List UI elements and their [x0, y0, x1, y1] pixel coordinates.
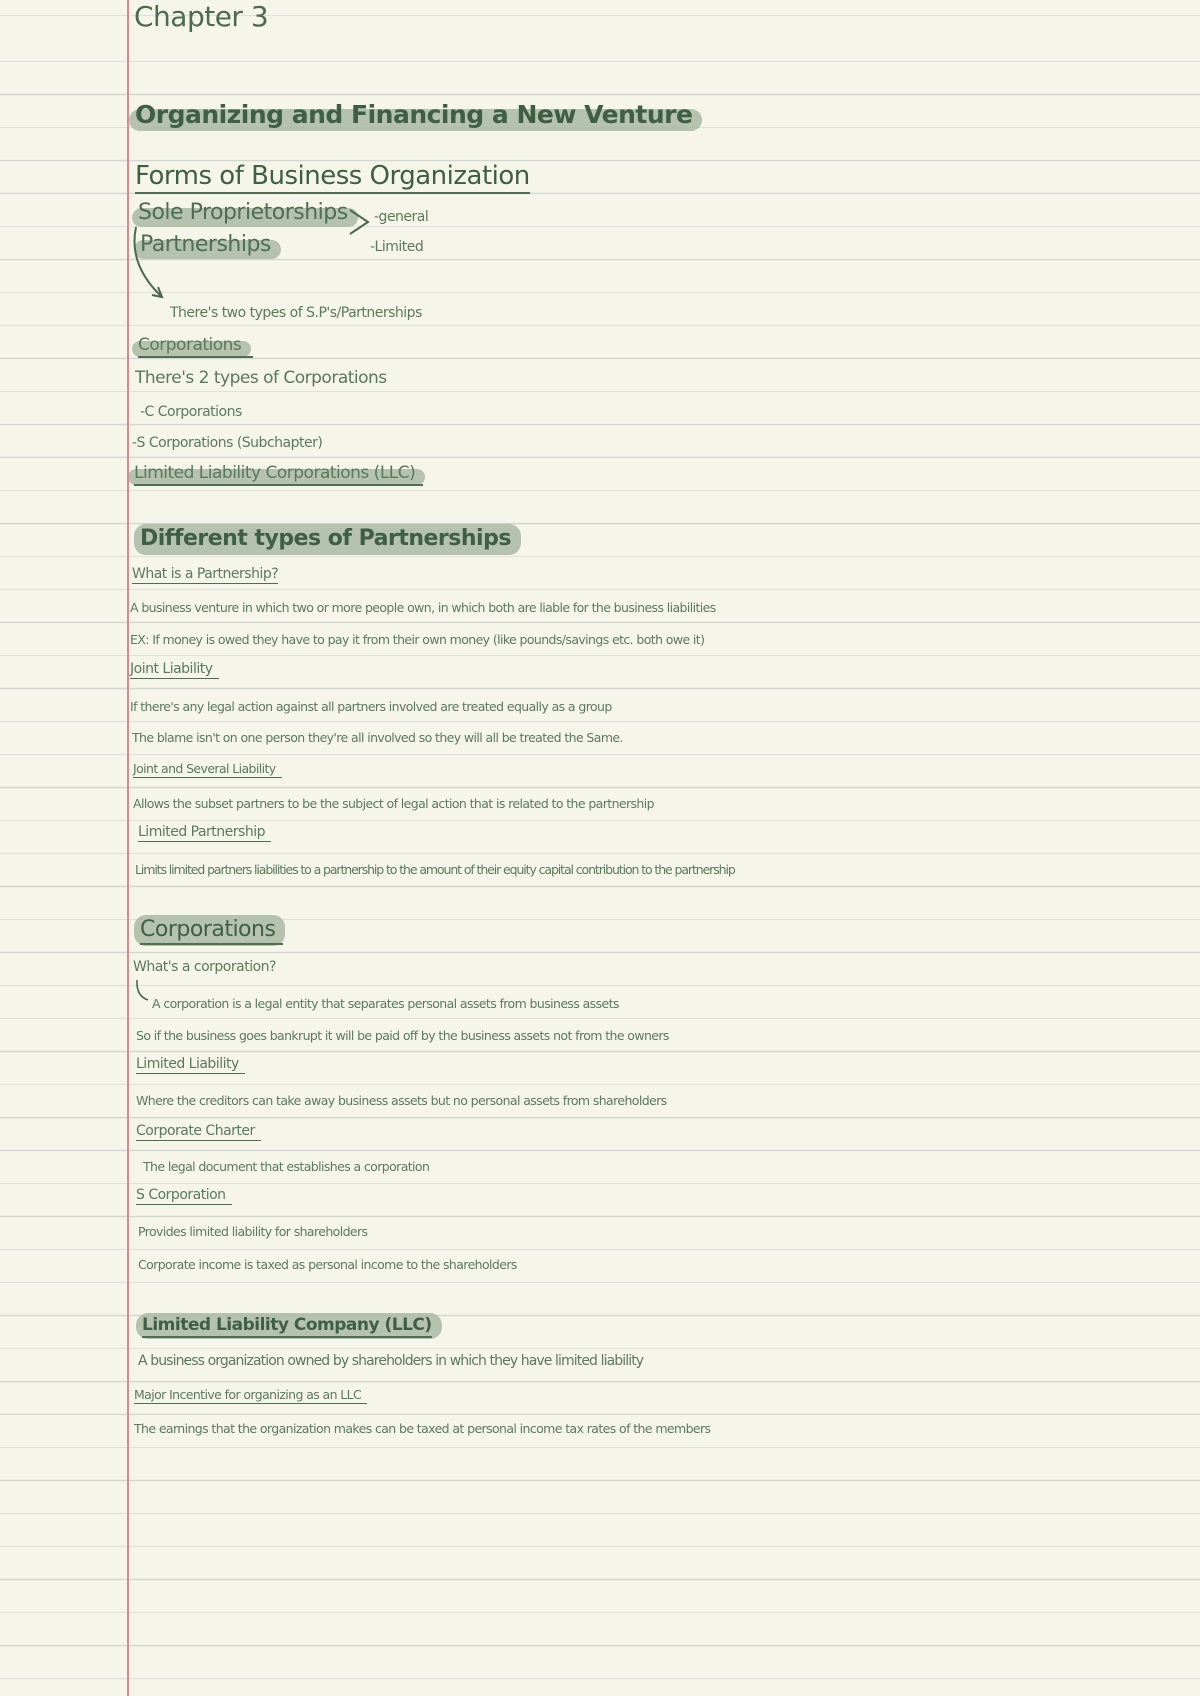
corporations-sub-text: Corporations	[138, 335, 242, 355]
sole-prop-text: Sole Proprietorships	[138, 200, 348, 225]
llc-line	[134, 464, 423, 486]
corp-example: So if the business goes bankrupt it will be paid off by the business assets not from the owners	[136, 1028, 669, 1043]
chapter-label: Chapter 3	[134, 0, 269, 33]
s-corp-definition-2: Corporate income is taxed as personal income to the shareholders	[138, 1257, 517, 1272]
partnership-types-text: Different types of Partnerships	[140, 526, 511, 551]
partnership-definition: A business venture in which two or more people own, in which both are liable for the business liabilities	[130, 600, 716, 615]
llc-line-text: Limited Liability Corporations (LLC)	[134, 463, 416, 483]
corporations-heading-text: Corporations	[140, 917, 276, 942]
s-corporation-term: S Corporation	[136, 1188, 232, 1205]
section-heading-llc	[142, 1316, 432, 1338]
limited-liability-term: Limited Liability	[136, 1057, 245, 1074]
subheading-corporations	[138, 336, 253, 358]
corp-types-line: There's 2 types of Corporations	[135, 368, 387, 388]
llc-incentive-term: Major Incentive for organizing as an LLC	[134, 1388, 367, 1404]
llc-heading-text: Limited Liability Company (LLC)	[142, 1315, 432, 1335]
branch-general: -general	[374, 209, 429, 225]
partnership-example: EX: If money is owed they have to pay it from their own money (like pounds/savings etc. both owe it)	[130, 632, 705, 647]
limited-partnership-definition: Limits limited partners liabilities to a partnership to the amount of their equity capital contribution to the partnership	[135, 862, 735, 877]
hook-arrow-icon	[134, 978, 154, 1008]
limited-partnership-term: Limited Partnership	[138, 825, 271, 842]
c-corp-line: -C Corporations	[140, 404, 242, 420]
s-corp-line: -S Corporations (Subchapter)	[132, 435, 323, 451]
subheading-sole-proprietorships	[138, 201, 348, 225]
two-types-note: There's two types of S.P's/Partnerships	[170, 305, 422, 321]
page-title-text: Organizing and Financing a New Venture	[135, 100, 693, 129]
section-heading-corporations	[140, 918, 283, 945]
bracket-arrow-icon	[348, 208, 372, 238]
curved-arrow-icon	[128, 225, 178, 305]
blame-note: The blame isn't on one person they're all involved so they will all be treated the Same.	[132, 730, 623, 745]
branch-limited: -Limited	[370, 239, 424, 255]
corporate-charter-definition: The legal document that establishes a corporation	[143, 1159, 430, 1174]
what-corp-question: What's a corporation?	[133, 959, 276, 975]
joint-liability-definition: If there's any legal action against all partners involved are treated equally as a group	[130, 699, 612, 714]
joint-several-term: Joint and Several Liability	[133, 762, 282, 778]
joint-liability-term: Joint Liability	[130, 662, 219, 679]
limited-liability-definition: Where the creditors can take away business assets but no personal assets from shareholders	[136, 1093, 667, 1108]
section-heading-forms: Forms of Business Organization	[135, 162, 530, 194]
llc-definition: A business organization owned by shareholders in which they have limited liability	[138, 1353, 644, 1369]
partnerships-text: Partnerships	[140, 232, 271, 257]
corp-definition: A corporation is a legal entity that separates personal assets from business assets	[152, 996, 619, 1011]
joint-several-definition: Allows the subset partners to be the subject of legal action that is related to the partnership	[133, 796, 654, 811]
page-title	[135, 101, 692, 129]
llc-incentive-definition: The earnings that the organization makes can be taxed at personal income tax rates of the members	[134, 1421, 711, 1436]
what-partnership-question: What is a Partnership?	[132, 567, 278, 584]
s-corp-definition-1: Provides limited liability for shareholders	[138, 1224, 368, 1239]
corporate-charter-term: Corporate Charter	[136, 1124, 261, 1141]
section-heading-partnership-types	[140, 527, 511, 551]
